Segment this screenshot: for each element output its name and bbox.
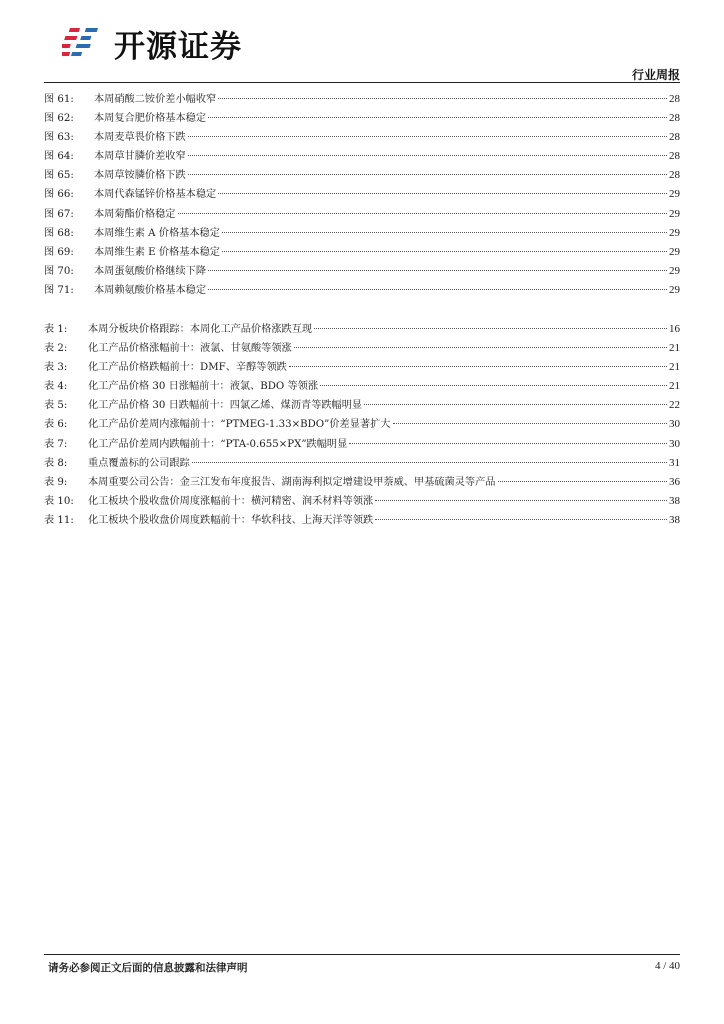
kaiyuan-logo-icon (62, 22, 108, 64)
toc-row[interactable] (44, 147, 680, 166)
dot-leader (188, 174, 667, 175)
dot-leader (498, 481, 668, 482)
dot-leader (218, 98, 667, 99)
toc-title: 本周菊酯价格稳定 (94, 208, 176, 220)
dot-leader (208, 270, 667, 271)
toc-label: 图 70: (44, 265, 74, 277)
dot-leader (188, 155, 667, 156)
dot-leader (289, 366, 667, 367)
dot-leader (222, 232, 667, 233)
toc-label: 表 5: (44, 400, 68, 412)
toc-page: 21 (669, 361, 680, 374)
dot-leader (375, 500, 667, 501)
toc-page: 28 (669, 131, 680, 144)
toc-title: 本周重要公司公告：金三江发布年度报告、湖南海利拟定增建设甲萘威、甲基硫菌灵等产品 (88, 476, 496, 488)
dot-leader (208, 117, 667, 118)
toc-row[interactable] (44, 492, 680, 511)
dot-leader (208, 289, 667, 290)
toc-page: 31 (669, 456, 680, 469)
toc-page: 16 (669, 323, 680, 335)
footer-disclaimer: 请务必参阅正文后面的信息披露和法律声明 (48, 962, 248, 974)
toc-row[interactable] (44, 415, 680, 434)
toc-row[interactable] (44, 339, 680, 358)
toc-row[interactable] (44, 358, 680, 377)
toc-row[interactable] (44, 454, 680, 473)
dot-leader (222, 251, 667, 252)
toc-page: 29 (669, 245, 680, 258)
toc-page: 29 (669, 226, 680, 239)
toc-title: 化工产品价差周内跌幅前十：“PTA-0.655×PX”跌幅明显 (88, 438, 348, 450)
toc-row[interactable] (44, 205, 680, 224)
toc-title: 化工产品价格涨幅前十：液氯、甘氨酸等领涨 (88, 343, 292, 355)
toc-title: 本周复合肥价格基本稳定 (94, 113, 207, 125)
dot-leader (314, 328, 667, 329)
toc-label: 图 69: (44, 246, 74, 258)
toc-page: 22 (669, 399, 680, 412)
toc-row[interactable] (44, 262, 680, 281)
toc-row[interactable] (44, 166, 680, 185)
footer-divider (44, 954, 680, 955)
toc-row[interactable] (44, 109, 680, 128)
dot-leader (349, 443, 667, 444)
brand-logo (62, 22, 242, 64)
toc-label: 表 3: (44, 362, 68, 374)
toc-label: 表 1: (44, 324, 68, 335)
toc-row[interactable] (44, 396, 680, 415)
toc-page: 30 (669, 418, 680, 431)
dot-leader (178, 213, 668, 214)
toc-page: 29 (669, 207, 680, 220)
header-divider (44, 82, 680, 83)
toc-label: 图 66: (44, 189, 74, 201)
toc-title: 本周草铵膦价格下跌 (94, 170, 186, 182)
page-number: 4 / 40 (654, 960, 680, 972)
toc-title: 本周维生素 A 价格基本稳定 (94, 227, 220, 239)
toc-label: 表 10: (44, 495, 74, 507)
toc-label: 图 64: (44, 151, 74, 163)
toc-label: 图 65: (44, 170, 74, 182)
toc-title: 化工产品价格跌幅前十：DMF、辛醇等领跌 (88, 362, 287, 374)
toc-title: 重点覆盖标的公司跟踪 (88, 457, 190, 469)
toc-title: 本周蛋氨酸价格继续下降 (94, 265, 207, 277)
toc-row[interactable] (44, 224, 680, 243)
toc-row[interactable] (44, 511, 680, 530)
toc-row[interactable] (44, 435, 680, 454)
toc-title: 本周分板块价格跟踪：本周化工产品价格涨跌互现 (88, 324, 313, 335)
toc-page: 30 (669, 437, 680, 450)
toc-page: 38 (669, 513, 680, 526)
toc-title: 化工板块个股收盘价周度跌幅前十：华软科技、上海天洋等领跌 (88, 514, 374, 526)
toc-row[interactable] (44, 377, 680, 396)
toc-page: 36 (669, 475, 680, 488)
toc-page: 21 (669, 342, 680, 355)
brand-name: 开源证券 (114, 28, 242, 65)
toc-label: 图 67: (44, 208, 74, 220)
dot-leader (393, 423, 668, 424)
toc-row[interactable] (44, 185, 680, 204)
toc-page: 28 (669, 169, 680, 182)
toc-title: 本周草甘膦价差收窄 (94, 151, 186, 163)
toc-label: 表 4: (44, 381, 68, 393)
toc-label: 图 61: (44, 94, 74, 105)
toc-label: 图 71: (44, 284, 74, 296)
toc-title: 本周麦草畏价格下跌 (94, 132, 186, 144)
toc-row[interactable] (44, 320, 680, 339)
toc-page: 38 (669, 494, 680, 507)
toc-row[interactable] (44, 473, 680, 492)
figure-list (44, 90, 680, 300)
toc-page: 21 (669, 380, 680, 393)
toc-row[interactable] (44, 243, 680, 262)
toc-title: 化工产品价差周内涨幅前十：“PTMEG-1.33×BDO”价差显著扩大 (88, 419, 391, 431)
dot-leader (375, 519, 667, 520)
toc-label: 表 2: (44, 343, 68, 355)
toc-row[interactable] (44, 90, 680, 109)
toc-row[interactable] (44, 128, 680, 147)
toc-row[interactable] (44, 281, 680, 300)
table-list (44, 320, 680, 530)
toc-label: 表 6: (44, 419, 68, 431)
toc-title: 本周维生素 E 价格基本稳定 (94, 246, 220, 258)
toc-label: 图 68: (44, 227, 74, 239)
dot-leader (188, 136, 667, 137)
dot-leader (218, 193, 667, 194)
dot-leader (294, 347, 667, 348)
toc-label: 表 8: (44, 457, 68, 469)
toc-page: 28 (669, 150, 680, 163)
toc-page: 29 (669, 264, 680, 277)
toc-title: 化工板块个股收盘价周度涨幅前十：横河精密、润禾材料等领涨 (88, 495, 374, 507)
toc-label: 图 62: (44, 113, 74, 125)
toc-page: 28 (669, 112, 680, 125)
toc-title: 本周代森锰锌价格基本稳定 (94, 189, 217, 201)
toc-page: 29 (669, 188, 680, 201)
dot-leader (364, 404, 667, 405)
toc-label: 表 9: (44, 476, 68, 488)
toc-title: 化工产品价格 30 日涨幅前十：液氯、BDO 等领涨 (88, 381, 319, 393)
toc-label: 图 63: (44, 132, 74, 144)
toc-page: 29 (669, 283, 680, 296)
dot-leader (320, 385, 667, 386)
toc-label: 表 7: (44, 438, 68, 450)
toc-title: 本周赖氨酸价格基本稳定 (94, 284, 207, 296)
report-type-label: 行业周报 (631, 68, 680, 82)
dot-leader (192, 462, 667, 463)
toc-page: 28 (669, 93, 680, 105)
toc-title: 化工产品价格 30 日跌幅前十：四氯乙烯、煤沥青等跌幅明显 (88, 400, 363, 412)
toc-title: 本周硝酸二铵价差小幅收窄 (94, 94, 217, 105)
toc-label: 表 11: (44, 514, 74, 526)
